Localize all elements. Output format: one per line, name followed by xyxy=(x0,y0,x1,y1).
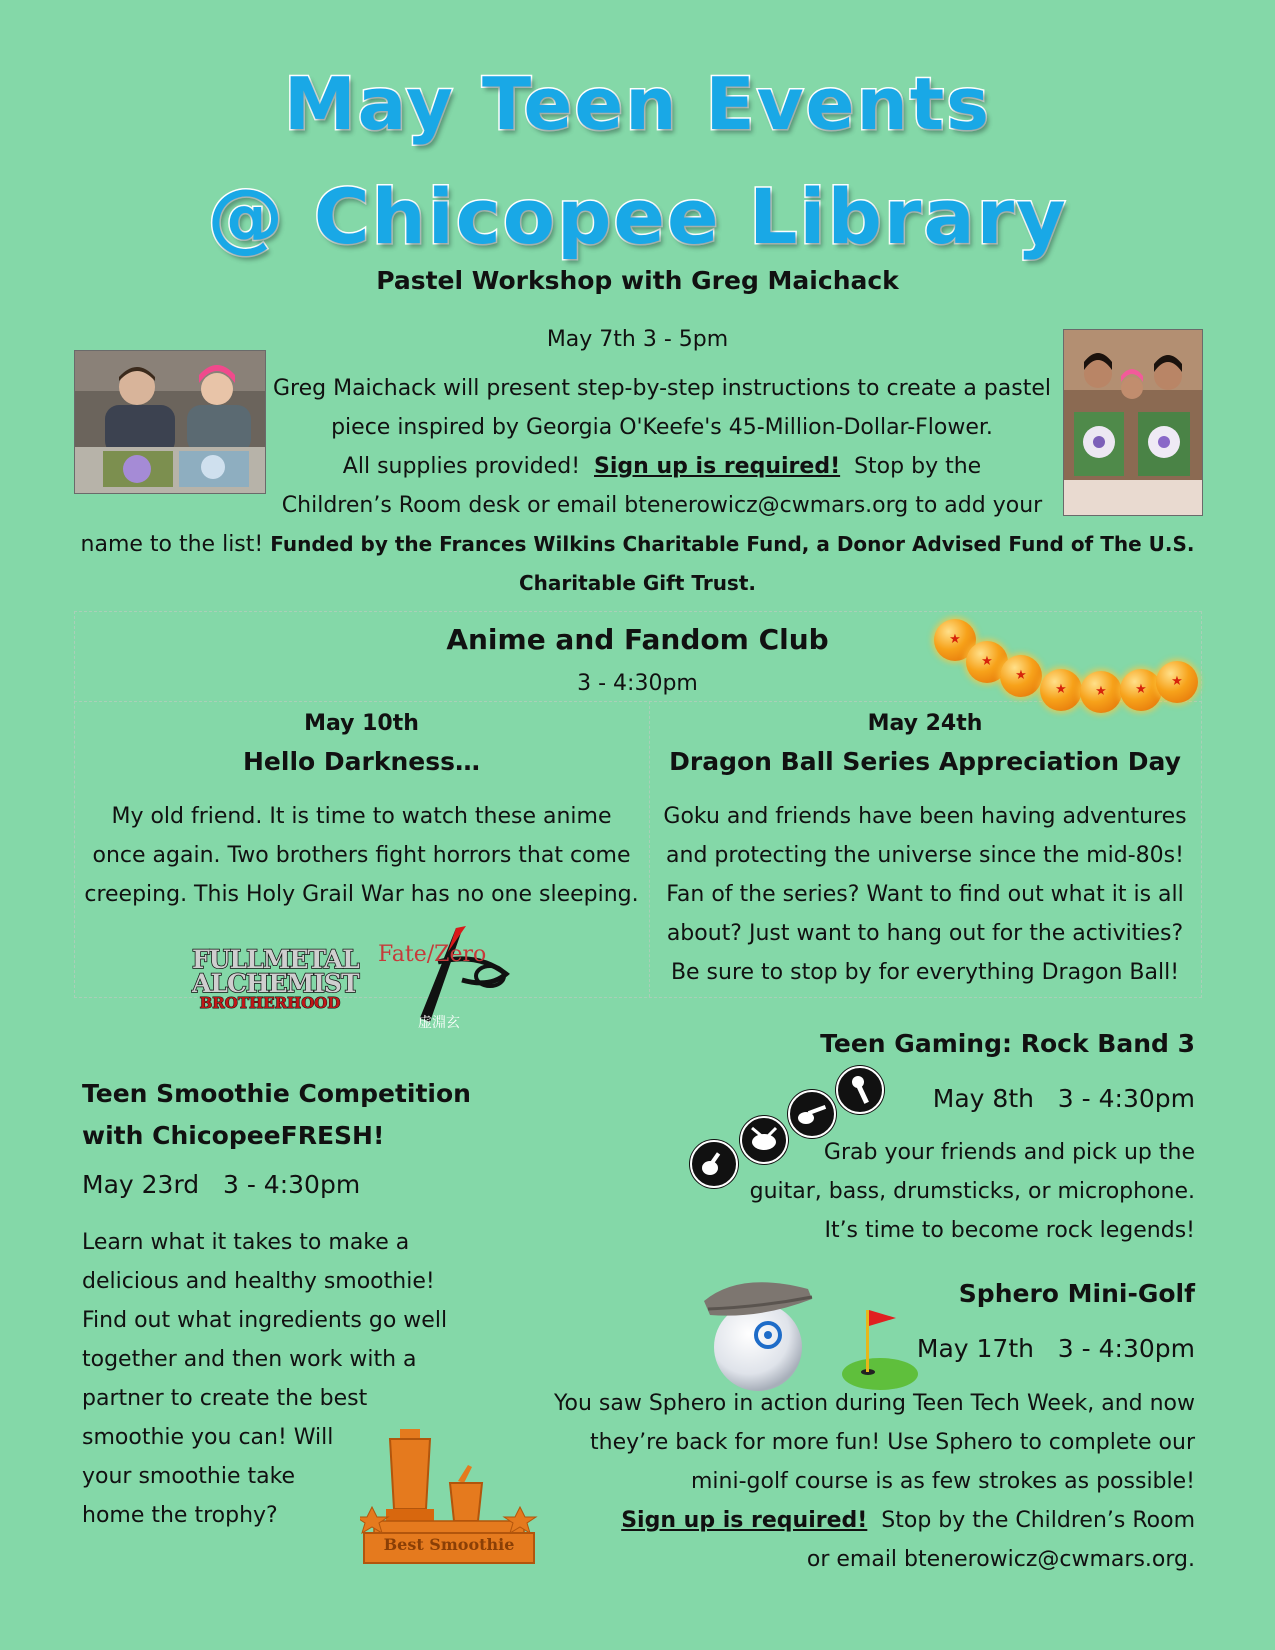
gaming-line-2: guitar, bass, drumsticks, or microphone. xyxy=(749,1179,1195,1204)
pastel-title: Pastel Workshop with Greg Maichack xyxy=(376,266,899,295)
workshop-photo-image xyxy=(75,351,265,493)
smoothie-line-8: home the trophy? xyxy=(82,1503,278,1528)
fma-logo-line-2: ALCHEMIST xyxy=(192,968,359,998)
sphero-signup-link[interactable]: Sign up is required! xyxy=(621,1508,868,1533)
fma-logo-line-3: BROTHERHOOD xyxy=(199,993,341,1012)
pastel-photo-right xyxy=(1063,329,1203,516)
anime-right-line-2: and protecting the universe since the mid-80s! xyxy=(666,843,1184,868)
guitar-icon xyxy=(690,1140,738,1188)
smoothie-title-line-1: Teen Smoothie Competition xyxy=(82,1079,471,1108)
dragon-ball-icon xyxy=(1040,669,1082,711)
pastel-line-3 xyxy=(262,447,1062,486)
sphero-line-2: they’re back for more fun! Use Sphero to complete our xyxy=(590,1430,1195,1455)
smoothie-line-3: Find out what ingredients go well xyxy=(82,1308,448,1333)
drum-icon xyxy=(740,1116,788,1164)
pastel-funding-line-2: Charitable Gift Trust. xyxy=(519,571,756,595)
anime-left-line-1: My old friend. It is time to watch these anime xyxy=(111,804,612,829)
pastel-line-1: Greg Maichack will present step-by-step instructions to create a pastel xyxy=(272,376,1051,401)
dragon-ball-icon xyxy=(1080,671,1122,713)
sphero-line-5: or email btenerowicz@cwmars.org. xyxy=(806,1547,1195,1572)
anime-time: 3 - 4:30pm xyxy=(577,671,698,696)
pastel-line-2: piece inspired by Georgia O'Keefe's 45-Million-Dollar-Flower. xyxy=(331,415,993,440)
gaming-line-1: Grab your friends and pick up the xyxy=(823,1140,1195,1165)
sphero-line-4 xyxy=(400,1501,1195,1540)
sphero-ball-image xyxy=(700,1275,815,1393)
girls-with-art-image xyxy=(1064,330,1202,515)
pastel-stop-text: Stop by the xyxy=(840,454,982,479)
fma-logo-line-1: FULLMETAL xyxy=(192,945,359,974)
bass-icon xyxy=(788,1090,836,1138)
anime-right-line-5: Be sure to stop by for everything Dragon Ball! xyxy=(670,960,1180,985)
sphero-line-3: mini-golf course is as few strokes as possible! xyxy=(690,1469,1195,1494)
smoothie-line-1: Learn what it takes to make a xyxy=(82,1230,410,1255)
sphero-stop-text: Stop by the Children’s Room xyxy=(867,1508,1195,1533)
anime-title: Anime and Fandom Club xyxy=(446,623,829,656)
gaming-line-3: It’s time to become rock legends! xyxy=(824,1218,1195,1243)
microphone-icon xyxy=(836,1066,884,1114)
fate-zero-logo-text: Fate/Zero xyxy=(378,942,487,967)
fullmetal-alchemist-logo xyxy=(192,945,359,1034)
sphero-ball-icon xyxy=(700,1275,815,1393)
pastel-line-5 xyxy=(60,525,1215,564)
fate-zero-logo-subtext: 虚淵玄 xyxy=(418,1015,460,1031)
smoothie-line-5: partner to create the best xyxy=(82,1386,368,1411)
gaming-date: May 8th 3 - 4:30pm xyxy=(932,1084,1195,1113)
pastel-photo-left xyxy=(74,350,266,494)
anime-left-line-2: once again. Two brothers fight horrors that come xyxy=(92,843,631,868)
dragon-ball-icon xyxy=(1156,661,1198,703)
golf-flag-icon xyxy=(840,1300,920,1390)
smoothie-line-2: delicious and healthy smoothie! xyxy=(82,1269,435,1294)
anime-right-date: May 24th xyxy=(867,711,983,736)
dragon-balls-decoration xyxy=(930,615,1210,720)
pastel-signup-link[interactable]: Sign up is required! xyxy=(594,454,841,479)
pastel-name-text: name to the list! xyxy=(80,532,271,557)
pastel-line-4: Children’s Room desk or email btenerowicz@cwmars.org to add your xyxy=(281,493,1043,518)
sphero-title: Sphero Mini-Golf xyxy=(958,1279,1195,1308)
page-title-line-2: @ Chicopee Library xyxy=(207,172,1068,261)
anime-right-line-3: Fan of the series? Want to find out what it is all xyxy=(666,882,1184,907)
pastel-funding-text: Funded by the Frances Wilkins Charitable Fund, a Donor Advised Fund of The U.S. xyxy=(270,532,1195,556)
gaming-title: Teen Gaming: Rock Band 3 xyxy=(820,1029,1195,1058)
smoothie-line-4: together and then work with a xyxy=(82,1347,417,1372)
anime-left-line-3: creeping. This Holy Grail War has no one sleeping. xyxy=(84,882,639,907)
fate-zero-logo xyxy=(378,922,518,1040)
smoothie-date: May 23rd 3 - 4:30pm xyxy=(82,1170,361,1199)
anime-left-date: May 10th xyxy=(304,711,419,736)
page-title-line-1: May Teen Events xyxy=(283,62,992,146)
smoothie-line-7: your smoothie take xyxy=(82,1464,296,1489)
smoothie-title-line-2: with ChicopeeFRESH! xyxy=(82,1121,385,1150)
sphero-line-1: You saw Sphero in action during Teen Tech Week, and now xyxy=(553,1391,1195,1416)
dragon-ball-icon xyxy=(1000,655,1042,697)
pastel-date: May 7th 3 - 5pm xyxy=(546,327,729,352)
trophy-label: Best Smoothie xyxy=(383,1535,515,1554)
anime-right-title: Dragon Ball Series Appreciation Day xyxy=(669,747,1181,776)
anime-left-title: Hello Darkness… xyxy=(243,747,480,776)
pastel-supplies-text: All supplies provided! xyxy=(342,454,595,479)
anime-right-line-1: Goku and friends have been having adventures xyxy=(663,804,1187,829)
sphero-date: May 17th 3 - 4:30pm xyxy=(916,1334,1195,1363)
anime-right-line-4: about? Just want to hang out for the activities? xyxy=(666,921,1184,946)
smoothie-line-6: smoothie you can! Will xyxy=(82,1425,334,1450)
